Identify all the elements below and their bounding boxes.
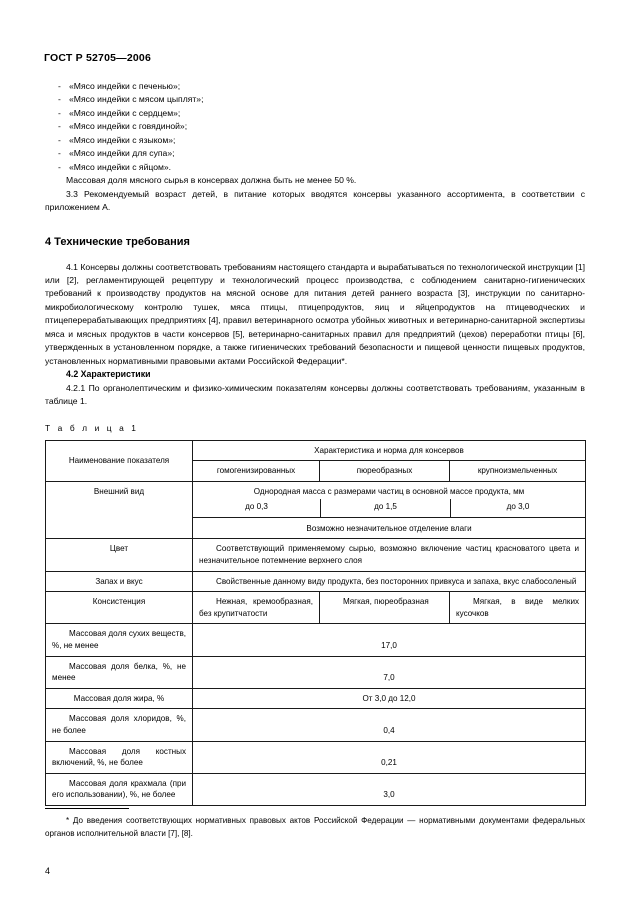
- composite-value-1: до 0,3: [245, 502, 268, 512]
- row-value-composite: [193, 481, 586, 539]
- composite-value-3: до 3,0: [450, 499, 585, 517]
- row-value-text: Мягкая, пюреобразная: [343, 597, 429, 607]
- row-indicator: [46, 773, 193, 805]
- list-item-label: «Мясо индейки для супа»;: [69, 148, 175, 159]
- row-value-text: 0,21: [381, 758, 397, 768]
- footnote-area: [45, 808, 585, 840]
- dash-marker: -: [58, 107, 61, 118]
- composite-value-2: до 1,5: [320, 499, 450, 517]
- clause-3-3: 3.3 Рекомендуемый возраст детей, в питание которых вводятся консервы указанного ассортимента, в соответствии с приложением А.: [45, 188, 585, 213]
- row-indicator-label: Массовая доля крахмала (при его использовании), %, не более: [52, 778, 186, 800]
- row-indicator: [46, 688, 193, 709]
- row-indicator: [46, 741, 193, 773]
- list-item-label: «Мясо индейки с печенью»;: [69, 81, 181, 91]
- row-value-span: [193, 539, 586, 571]
- table-row: [46, 741, 586, 773]
- footnote-text: * До введения соответствующих нормативных правовых актов Российской Федерации — нормативными документами федеральных органов исполнительной власти [7], [8].: [45, 816, 585, 838]
- row-indicator-label: Внешний вид: [93, 486, 145, 496]
- row-value-text: Нежная, кремообразная, без крупитчатости: [199, 597, 313, 618]
- footnote-separator: [45, 808, 129, 809]
- list-item: [45, 93, 585, 106]
- row-value-span: [193, 709, 586, 741]
- table-header-sub-2: [320, 461, 450, 482]
- table-header-sub-1: [193, 461, 320, 482]
- row-value-span: [193, 571, 586, 592]
- table-row: [46, 709, 586, 741]
- row-indicator: [46, 539, 193, 571]
- table-header-sub-2-label: пюреобразных: [356, 466, 413, 476]
- row-value-text: 3,0: [383, 790, 395, 800]
- row-value-span: [193, 624, 586, 656]
- row-indicator-label: Массовая доля жира, %: [73, 693, 165, 703]
- list-item: [45, 107, 585, 120]
- requirements-table: [45, 440, 586, 806]
- row-value-text: Мягкая, в виде мелких кусочков: [456, 597, 580, 618]
- table-caption: Т а б л и ц а 1: [45, 422, 139, 433]
- row-value-text: Соответствующий применяемому сырью, возможно включение частиц красноватого цвета и незначительное потемнение верхнего слоя: [199, 544, 580, 566]
- dash-marker: -: [58, 121, 61, 132]
- row-indicator-label: Массовая доля костных включений, %, не более: [52, 746, 186, 768]
- row-value-span: [193, 688, 586, 709]
- dash-marker: -: [58, 94, 61, 105]
- dash-marker: -: [58, 148, 61, 159]
- row-indicator-label: Запах и вкус: [95, 576, 143, 586]
- row-value-span: [193, 656, 586, 688]
- row-value-text: 7,0: [383, 673, 395, 683]
- row-value-text: Свойственные данному виду продукта, без посторонних привкуса и запаха, вкус слабосоленый: [216, 576, 577, 586]
- row-indicator: [46, 592, 193, 624]
- row-value-text: 0,4: [383, 726, 395, 736]
- row-value-text: 17,0: [381, 641, 397, 651]
- clause-4-1: 4.1 Консервы должны соответствовать требованиям настоящего стандарта и вырабатываться по технологической инструкции [1] или [2], регламентирующей рецептуру и технологический процесс производства, с соблюдением санитарно-гигиенических требований к производству продуктов на мясной основе для питания детей раннего возраста [3], инструкции по санитарно-микробиологическому контролю тушек, мяса птицы, птицепродуктов, яиц и яйцепродуктов на птицеводческих и птицеперерабатывающих предприятиях [4], правил ветеринарного осмотра убойных животных и ветеринарно-санитарной экспертизы мяса и мясных продуктов в части консервов [5], ветеринарно-санитарных правил для предприятий (цехов) переработки птицы [6], утвержденных в установленном порядке, а также гигиенических требований безопасности и пищевой ценности пищевых продуктов, установленных нормативными правовыми актами Российской Федерации*.: [45, 261, 585, 366]
- row-value-cell-2: [320, 592, 450, 624]
- row-indicator: [46, 481, 193, 539]
- row-indicator-label: Цвет: [109, 544, 129, 554]
- table-header-group-label: Характеристика и норма для консервов: [314, 445, 464, 455]
- list-item-label: «Мясо индейки с сердцем»;: [69, 107, 181, 118]
- table-header-indicator: [46, 440, 193, 481]
- page-content: [45, 80, 585, 806]
- table-row: [46, 539, 586, 571]
- list-item: [45, 147, 585, 160]
- page-number: 4: [45, 866, 51, 876]
- row-indicator: [46, 624, 193, 656]
- table-header-group: [193, 440, 586, 461]
- composite-top-line: Однородная масса с размерами частиц в основной массе продукта, мм: [253, 486, 525, 496]
- row-indicator-label: Массовая доля сухих веществ, %, не менее: [52, 629, 186, 651]
- row-indicator: [46, 656, 193, 688]
- section-heading-4: 4 Технические требования: [45, 235, 190, 248]
- table-row: [46, 592, 586, 624]
- table-header-row: [46, 440, 586, 461]
- table-row: [46, 688, 586, 709]
- row-value-cell-3: [450, 592, 586, 624]
- row-indicator-label: Консистенция: [92, 597, 146, 607]
- table-row: [46, 624, 586, 656]
- table-header-sub-3-label: крупноизмельченных: [477, 466, 558, 476]
- list-item-label: «Мясо индейки с яйцом».: [69, 161, 172, 172]
- table-row: [46, 481, 586, 539]
- composite-bottom-line: Возможно незначительное отделение влаги: [193, 517, 585, 539]
- list-item: [45, 161, 585, 174]
- list-item-label: «Мясо индейки с языком»;: [69, 134, 176, 145]
- table-row: [46, 773, 586, 805]
- clause-4-2-1: 4.2.1 По органолептическим и физико-химическим показателям консервы должны соответствовать требованиям, указанным в таблице 1.: [45, 382, 585, 407]
- dash-marker: -: [58, 161, 61, 172]
- row-indicator: [46, 709, 193, 741]
- row-indicator: [46, 571, 193, 592]
- mass-fraction-note: Массовая доля мясного сырья в консервах должна быть не менее 50 %.: [66, 175, 357, 186]
- table-header-indicator-label: Наименование показателя: [68, 455, 170, 465]
- dash-marker: -: [58, 81, 61, 91]
- list-item: [45, 80, 585, 93]
- table-row: [46, 571, 586, 592]
- row-value-span: [193, 741, 586, 773]
- row-value-text: От 3,0 до 12,0: [362, 693, 416, 703]
- row-value-cell-1: [193, 592, 320, 624]
- table-row: [46, 656, 586, 688]
- list-item-label: «Мясо индейки с мясом цыплят»;: [69, 94, 204, 105]
- list-item: [45, 134, 585, 147]
- table-header-sub-3: [450, 461, 586, 482]
- list-item: [45, 120, 585, 133]
- row-value-span: [193, 773, 586, 805]
- clause-4-2-heading: 4.2 Характеристики: [66, 369, 151, 380]
- row-indicator-label: Массовая доля хлоридов, %, не более: [52, 714, 186, 736]
- list-item-label: «Мясо индейки с говядиной»;: [69, 121, 188, 132]
- product-name-list: [45, 80, 585, 174]
- running-head: ГОСТ Р 52705—2006: [44, 52, 152, 64]
- dash-marker: -: [58, 134, 61, 145]
- row-indicator-label: Массовая доля белка, %, не менее: [52, 661, 186, 683]
- table-header-sub-1-label: гомогенизированных: [216, 466, 296, 476]
